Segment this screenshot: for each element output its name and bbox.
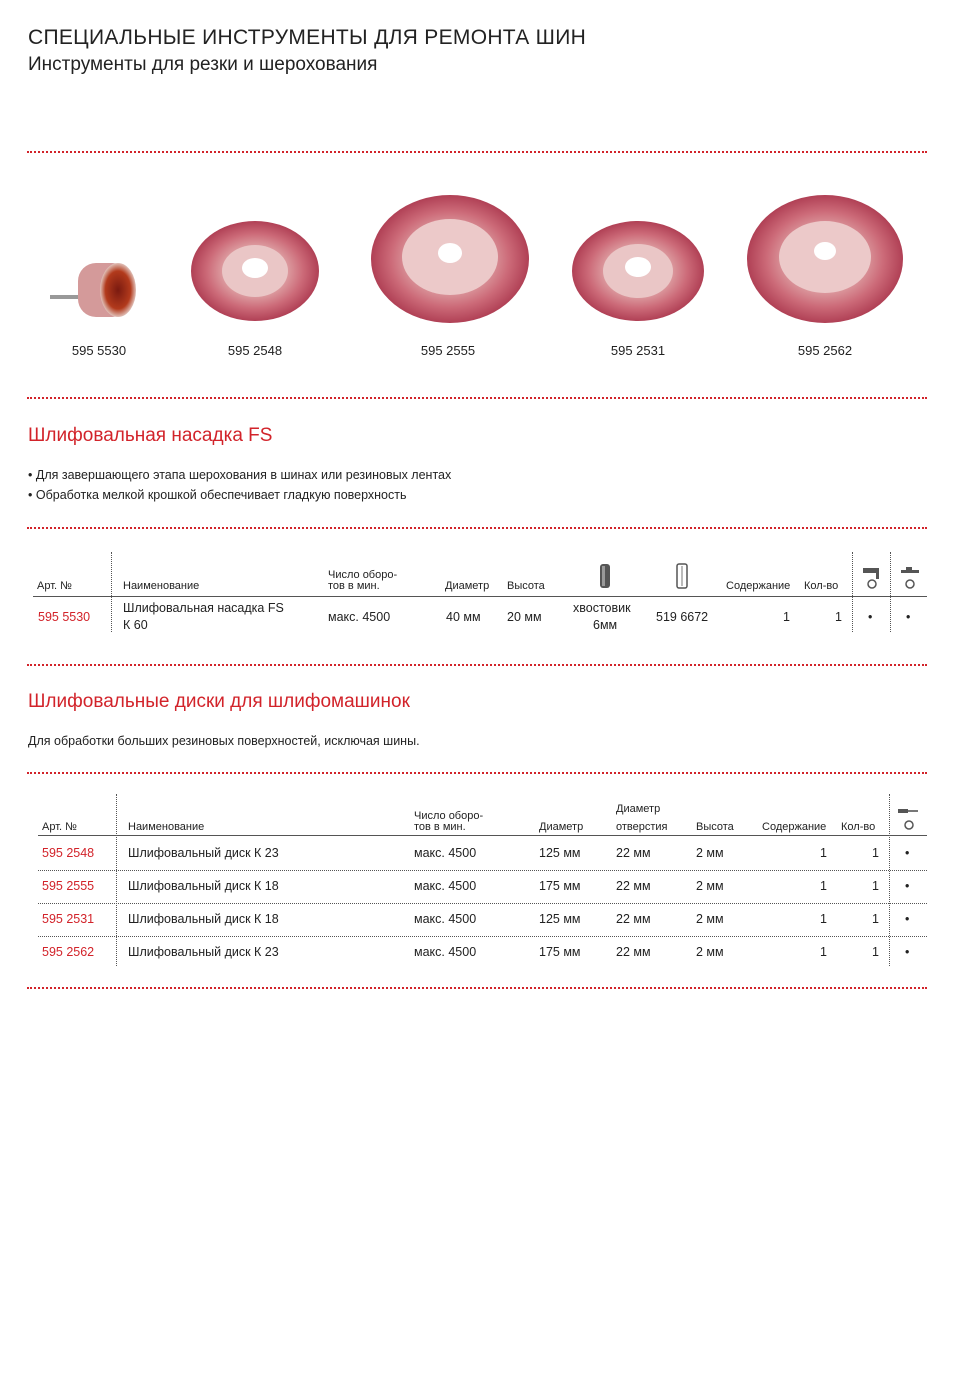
diameter-value: 125 мм [539, 846, 581, 860]
section-title: Шлифовальная насадка FS [28, 425, 273, 446]
speed-value: макс. 4500 [414, 846, 477, 860]
product-label: 595 2548 [227, 343, 283, 358]
col-header-diameter: Диаметр [445, 580, 490, 592]
grinder-machine-icon [897, 806, 921, 832]
qty-value: 1 [872, 846, 879, 860]
speed-value: макс. 4500 [414, 879, 477, 893]
column-separator [889, 794, 890, 966]
product-label: 595 2531 [610, 343, 666, 358]
height-value: 2 мм [696, 912, 724, 926]
adapter-icon [674, 562, 690, 590]
diameter-value: 175 мм [539, 945, 581, 959]
feature-item: • Для завершающего этапа шерохования в шинах или резиновых лентах [28, 465, 451, 485]
section-title: Шлифовальные диски для шлифомашинок [28, 691, 410, 712]
header-rule [33, 596, 927, 597]
product-name: Шлифовальный диск К 23 [128, 846, 279, 860]
product-name: Шлифовальная насадка FS [123, 601, 284, 615]
grinder-mark: • [905, 912, 910, 926]
grinder-mark: • [905, 945, 910, 959]
drill-mark: • [868, 610, 873, 624]
drill-machine-icon [862, 566, 882, 590]
col-header-height: Высота [696, 821, 734, 833]
product-label: 595 2562 [797, 343, 853, 358]
hole-diameter-value: 22 мм [616, 945, 651, 959]
col-header-art: Арт. № [42, 821, 77, 833]
speed-value: макс. 4500 [414, 945, 477, 959]
disc-image-2555 [370, 193, 530, 328]
feature-list [28, 465, 451, 505]
divider [27, 397, 927, 399]
height-value: 2 мм [696, 846, 724, 860]
col-header-speed: Число оборо- [414, 810, 484, 822]
grinder-mark: • [905, 846, 910, 860]
grinder-machine-icon [900, 566, 920, 590]
content-value: 1 [820, 945, 827, 959]
qty-value: 1 [872, 879, 879, 893]
disc-image-2548 [190, 218, 320, 328]
col-header-content: Содержание [762, 821, 827, 833]
divider [27, 987, 927, 989]
divider [27, 151, 927, 153]
shank-value-2: 6мм [593, 618, 618, 632]
column-separator [116, 794, 117, 966]
article-number: 595 2555 [42, 879, 95, 893]
height-value: 20 мм [507, 610, 542, 624]
divider [27, 772, 927, 774]
column-separator [111, 552, 112, 632]
row-separator [38, 870, 927, 871]
disc-image-2562 [746, 193, 904, 328]
col-header-name: Наименование [128, 821, 205, 833]
col-header-diameter: Диаметр [539, 821, 584, 833]
content-value: 1 [820, 912, 827, 926]
column-separator [890, 552, 891, 632]
header-rule [38, 835, 927, 836]
article-number: 595 2531 [42, 912, 95, 926]
col-header-speed-2: тов в мин. [328, 580, 380, 592]
product-name: Шлифовальный диск К 18 [128, 879, 279, 893]
col-header-content: Содержание [726, 580, 791, 592]
col-header-qty: Кол-во [804, 580, 839, 592]
feature-item: • Обработка мелкой крошкой обеспечивает гладкую поверхность [28, 485, 451, 505]
height-value: 2 мм [696, 879, 724, 893]
col-header-speed-2: тов в мин. [414, 821, 466, 833]
content-value: 1 [820, 879, 827, 893]
row-separator [38, 936, 927, 937]
page-title: СПЕЦИАЛЬНЫЕ ИНСТРУМЕНТЫ ДЛЯ РЕМОНТА ШИН [28, 26, 587, 49]
diameter-value: 125 мм [539, 912, 581, 926]
shank-icon [597, 562, 613, 590]
diameter-value: 40 мм [446, 610, 481, 624]
page-subtitle: Инструменты для резки и шерохования [28, 54, 378, 75]
col-header-hole-2: отверстия [616, 821, 668, 833]
qty-value: 1 [872, 945, 879, 959]
article-number: 595 2562 [42, 945, 95, 959]
grinding-head-image [48, 255, 148, 325]
divider [27, 664, 927, 666]
content-value: 1 [820, 846, 827, 860]
grinder-mark: • [906, 610, 911, 624]
speed-value: макс. 4500 [328, 610, 391, 624]
col-header-art: Арт. № [37, 580, 72, 592]
hole-diameter-value: 22 мм [616, 879, 651, 893]
speed-value: макс. 4500 [414, 912, 477, 926]
product-label: 595 5530 [71, 343, 127, 358]
article-number: 595 5530 [38, 610, 91, 624]
section-description: Для обработки больших резиновых поверхностей, исключая шины. [28, 734, 420, 748]
col-header-name: Наименование [123, 580, 200, 592]
content-value: 1 [783, 610, 790, 624]
qty-value: 1 [835, 610, 842, 624]
column-separator [852, 552, 853, 632]
col-header-height: Высота [507, 580, 545, 592]
product-name: Шлифовальный диск К 18 [128, 912, 279, 926]
product-name-2: К 60 [123, 618, 148, 632]
col-header-hole: Диаметр [616, 803, 661, 815]
product-label: 595 2555 [420, 343, 476, 358]
article-number: 595 2548 [42, 846, 95, 860]
col-header-speed: Число оборо- [328, 569, 398, 581]
divider [27, 527, 927, 529]
height-value: 2 мм [696, 945, 724, 959]
disc-image-2531 [570, 218, 706, 328]
diameter-value: 175 мм [539, 879, 581, 893]
shank-value: хвостовик [573, 601, 631, 615]
grinder-mark: • [905, 879, 910, 893]
hole-diameter-value: 22 мм [616, 912, 651, 926]
hole-diameter-value: 22 мм [616, 846, 651, 860]
row-separator [38, 903, 927, 904]
qty-value: 1 [872, 912, 879, 926]
product-name: Шлифовальный диск К 23 [128, 945, 279, 959]
col-header-qty: Кол-во [841, 821, 876, 833]
adapter-value: 519 6672 [656, 610, 709, 624]
